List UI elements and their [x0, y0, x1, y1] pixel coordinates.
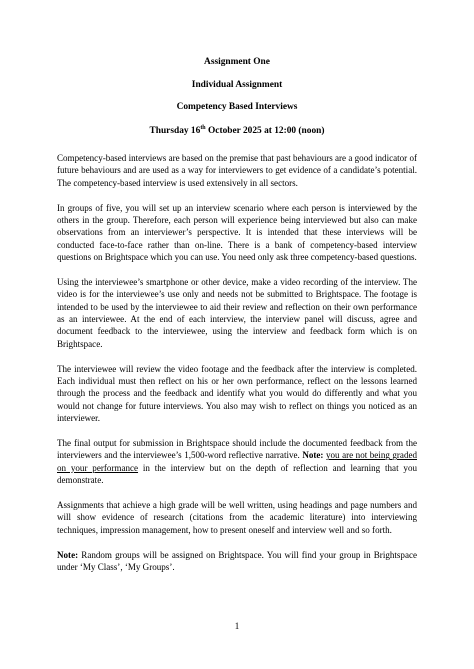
submission-text-end: in the interview but on the depth of reflection and learning that you demonstrate. [57, 462, 417, 485]
paragraph-submission [57, 437, 417, 486]
submission-note-label: Note: [302, 450, 324, 461]
submission-text: The final output for submission in Brightspace should include the documented feedback from the interviewers and the interviewee’s 1,500-word reflective narrative. [57, 437, 417, 461]
paragraph-intro: Competency-based interviews are based on the premise that past behaviours are a good indicator of future behaviours and are used as a way for interviewers to get evidence of a candidate’s potential. The competency-based interview is used extensively in all sectors. [57, 153, 417, 188]
due-date-prefix: Thursday 16 [149, 126, 201, 137]
page-number: 1 [234, 621, 240, 631]
document-body [57, 152, 417, 586]
assignment-topic: Competency Based Interviews [176, 102, 298, 112]
paragraph-groups: In groups of five, you will set up an interview scenario where each person is interviewed by the others in the group. Therefore, each person will experience being interviewed but also can make observations from an interviewer’s perspective. It is intended that these interviews will be conducted face-to-face rather than on-line. There is a bank of competency-based interview questions on Brightspace which you can use. You need only ask three competency-based questions. [57, 202, 417, 262]
due-date [0, 122, 474, 137]
groups-note-text: Random groups will be assigned on Brightspace. You will find your group in Brightspace under ‘My Class’, ‘My Groups’. [57, 549, 417, 572]
assignment-subtitle: Individual Assignment [191, 80, 283, 90]
submission-underlined-text: you are not being graded on your performance [57, 450, 418, 473]
paragraph-groups-note [57, 549, 417, 574]
paragraph-review: The interviewee will review the video footage and the feedback after the interview is completed. Each individual must then reflect on his or her own performance, reflect on the lessons learned through the process and the feedback and identify what you would do differently and what you would not change for future interviews. You also may wish to reflect on things you noticed as an interviewer. [57, 363, 417, 423]
groups-note-label: Note: [57, 549, 79, 560]
assignment-title: Assignment One [204, 57, 270, 67]
paragraph-grading: Assignments that achieve a high grade will be well written, using headings and page numbers and will show evidence of research (citations from the academic literature) into interviewing techniques, impression management, how to present oneself and interview well and so forth. [57, 499, 417, 535]
due-date-superscript: th [200, 125, 206, 131]
due-date-suffix: October 2025 at 12:00 (noon) [205, 126, 325, 137]
paragraph-recording: Using the interviewee’s smartphone or other device, make a video recording of the interview. The video is for the interviewee’s use only and needs not be submitted to Brightspace. The footage is intended to be used by the interviewee to aid their review and reflection on their own performance as an interviewee. At the end of each interview, the interview panel will discuss, agree and document feedback to the interviewee, using the interview and feedback form which is on Brightspace. [57, 276, 417, 349]
